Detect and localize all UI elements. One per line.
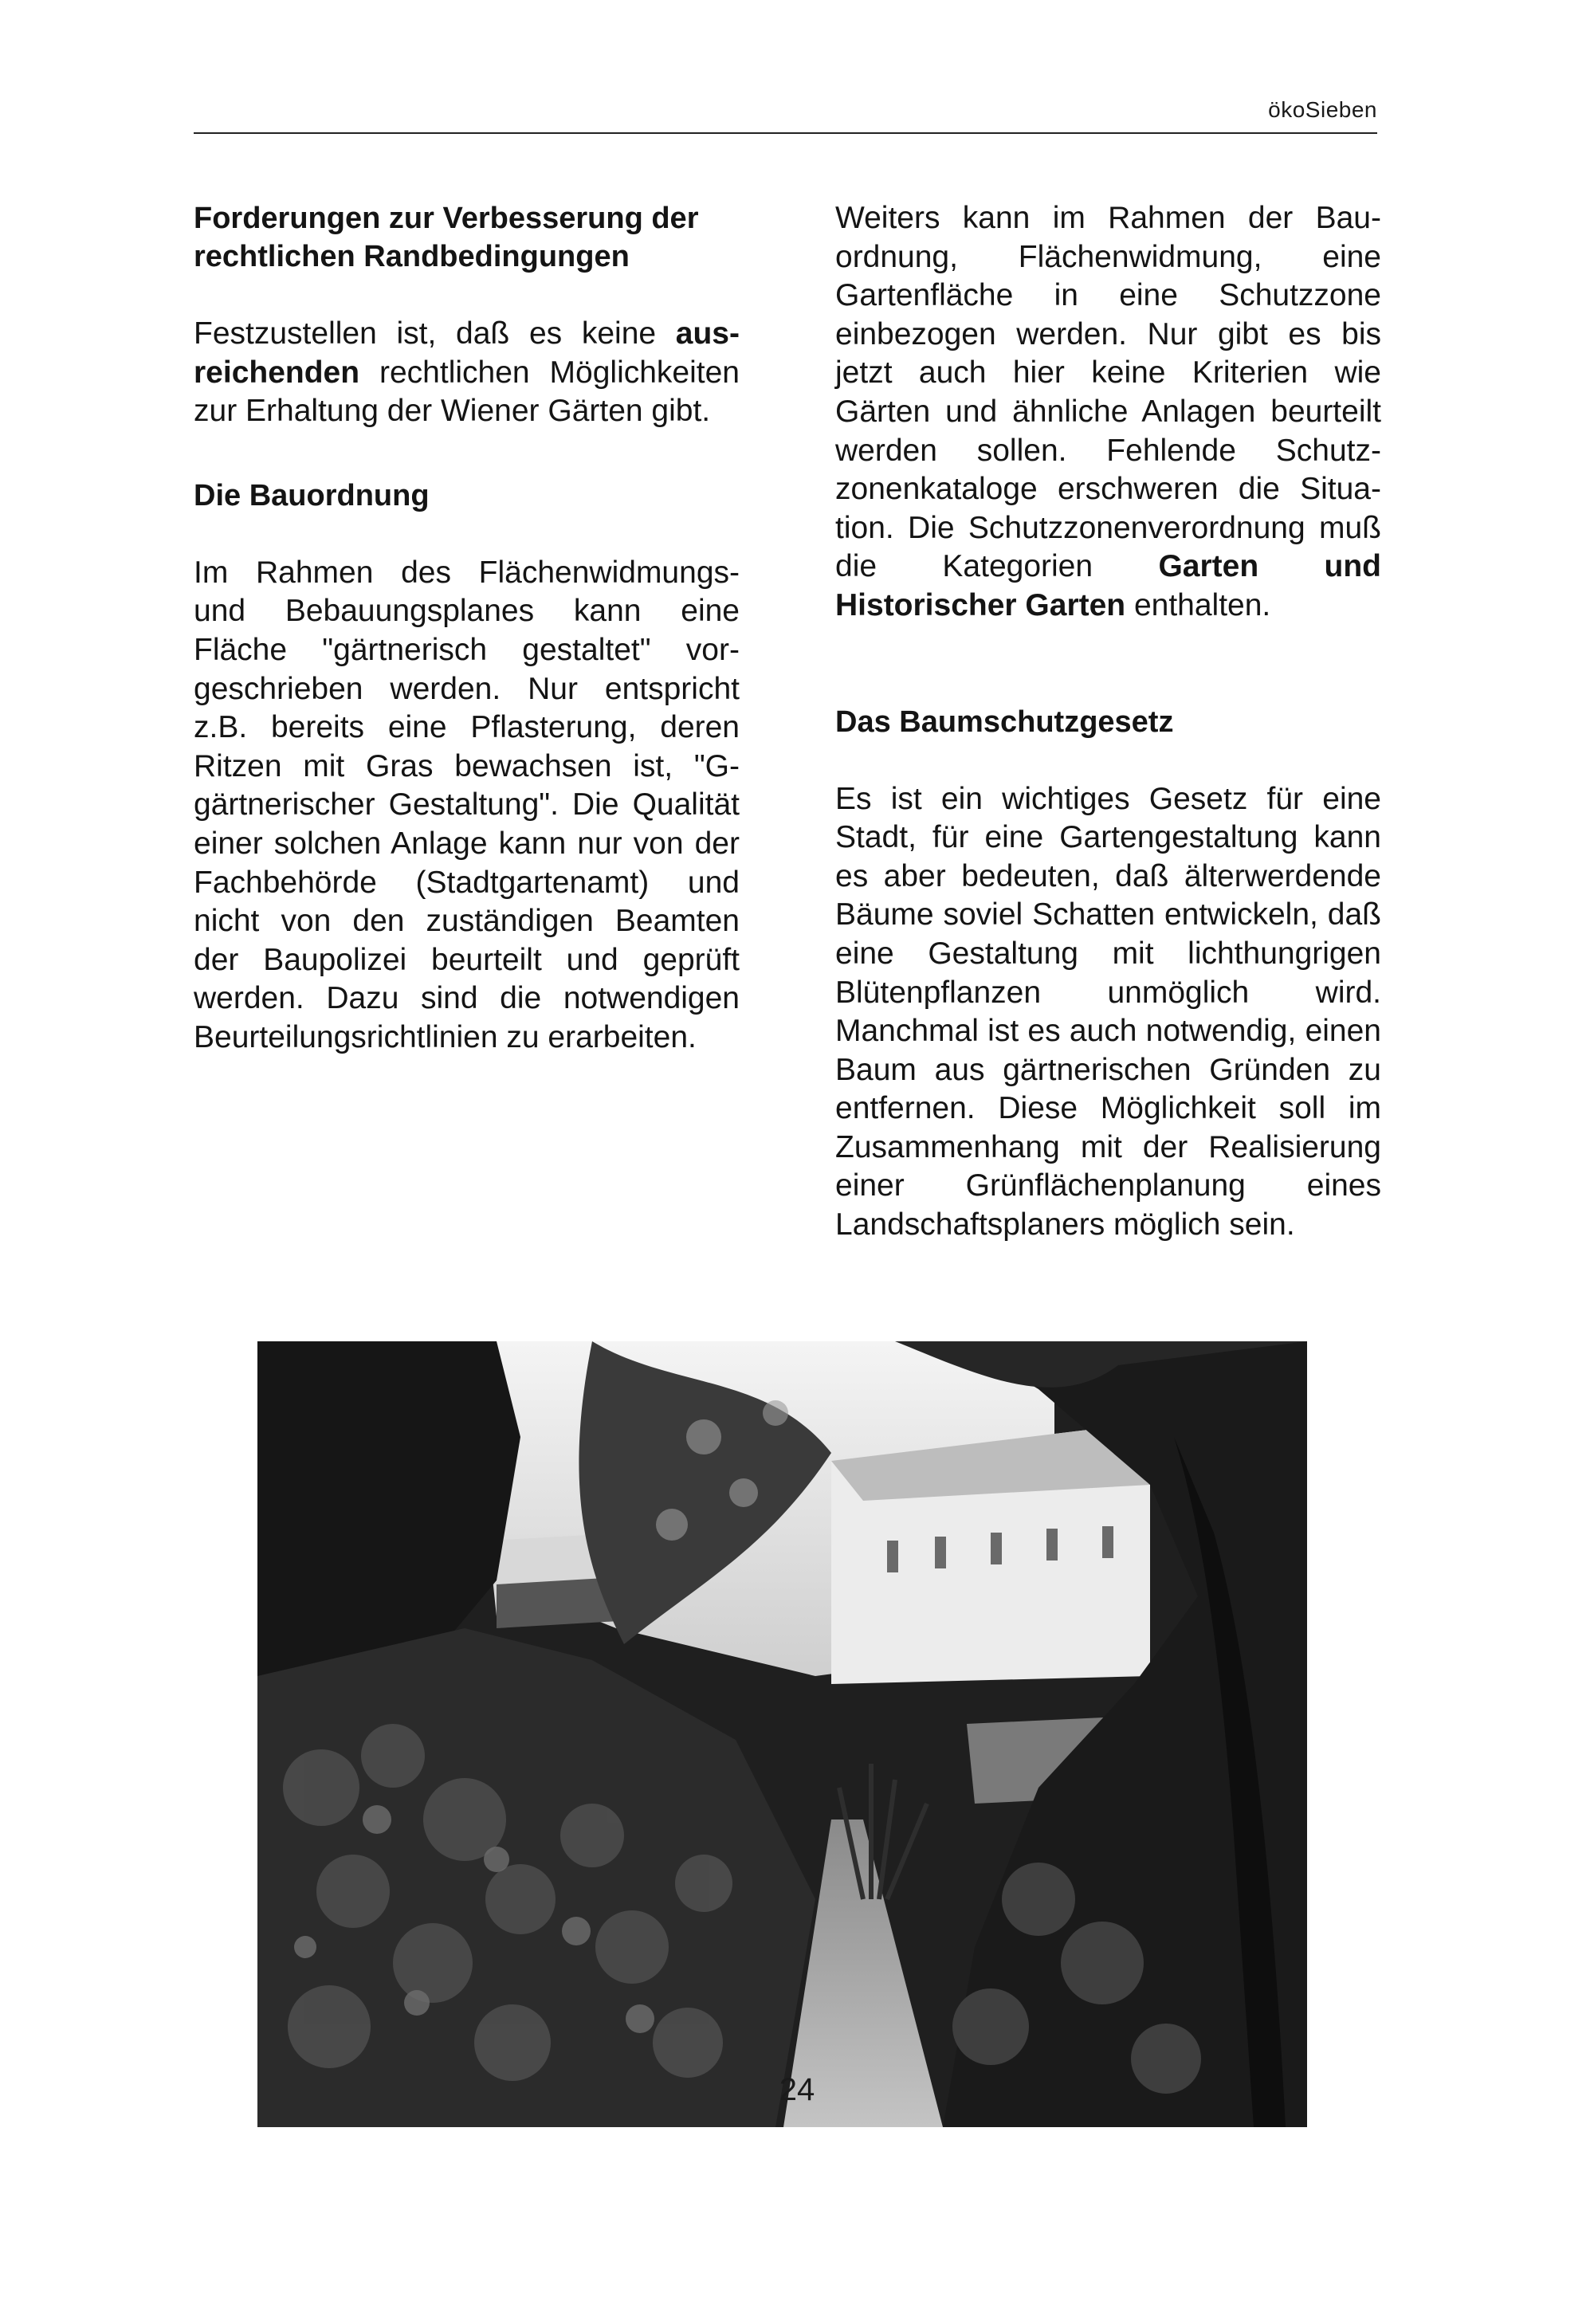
- emphasis-text: ausreichenden: [194, 316, 740, 390]
- page-number: 24: [779, 2072, 815, 2107]
- text-run: enthalten.: [1125, 587, 1271, 622]
- paragraph-baumschutzgesetz: Es ist ein wichtiges Gesetz für eine Stadt, für eine Gartengestaltung kann es aber bedeuten, daß älterwerdende Bäume soviel Schatten entwickeln, daß eine Gestaltung mit lichthungrigen Blütenpflanzen unmöglich wird. Manchmal ist es auch notwendig, einen Baum aus gärtnerischen Gründen zu entfernen. Diese Möglichkeit soll im Zusammenhang mit der Realisierung einer Grünflächenplanung eines Landschaftsplaners möglich sein.: [835, 781, 1381, 1242]
- text-run: rechtlichen Möglichkeiten zur Erhaltung der Wiener Gärten gibt.: [194, 355, 740, 429]
- right-column: [835, 199, 1381, 1245]
- running-title: ökoSieben: [1268, 97, 1377, 122]
- heading-baumschutzgesetz: Das Baumschutzgesetz: [835, 705, 1174, 739]
- paragraph-bauordnung: Im Rahmen des Flächenwidmungs- und Bebauungsplanes kann eine Fläche "gärtnerisch gestaltet" vorgeschrieben werden. Nur entspricht z.B. bereits eine Pflasterung, deren Ritzen mit Gras bewachsen ist, "Ggärtnerischer Gestaltung". Die Qualität einer solchen Anlage kann nur von der Fachbehörde (Stadtgartenamt) und nicht von den zuständigen Beamten der Baupolizei beurteilt und geprüft werden. Dazu sind die notwendigen Beurteilungsrichtlinien zu erarbeiten.: [194, 555, 740, 1054]
- left-column: [194, 199, 740, 1058]
- emphasis-text: Garten und Historischer Garten: [835, 549, 1382, 622]
- heading-forderungen: Forderungen zur Verbesserung der rechtlichen Randbedingungen: [194, 202, 699, 273]
- heading-bauordnung: Die Bauordnung: [194, 478, 430, 512]
- header-rule: [194, 132, 1377, 134]
- text-run: Weiters kann im Rahmen der Bauordnung, Flächenwidmung, eine Gartenfläche in eine Schutzzone einbezogen werden. Nur gibt es bis jetzt auch hier keine Kriterien wie Gärten und ähnliche Anlagen beurteilt werden sollen. Fehlende Schutzzonenkataloge erschweren die Situation. Die Schutzzonenverordnung muß die Kategorien: [835, 201, 1381, 584]
- paragraph-weiters: [835, 199, 1381, 626]
- paragraph-festzustellen: [194, 315, 740, 431]
- garden-photo: [257, 1341, 1307, 2127]
- text-run: Festzustellen ist, daß es keine: [194, 316, 676, 351]
